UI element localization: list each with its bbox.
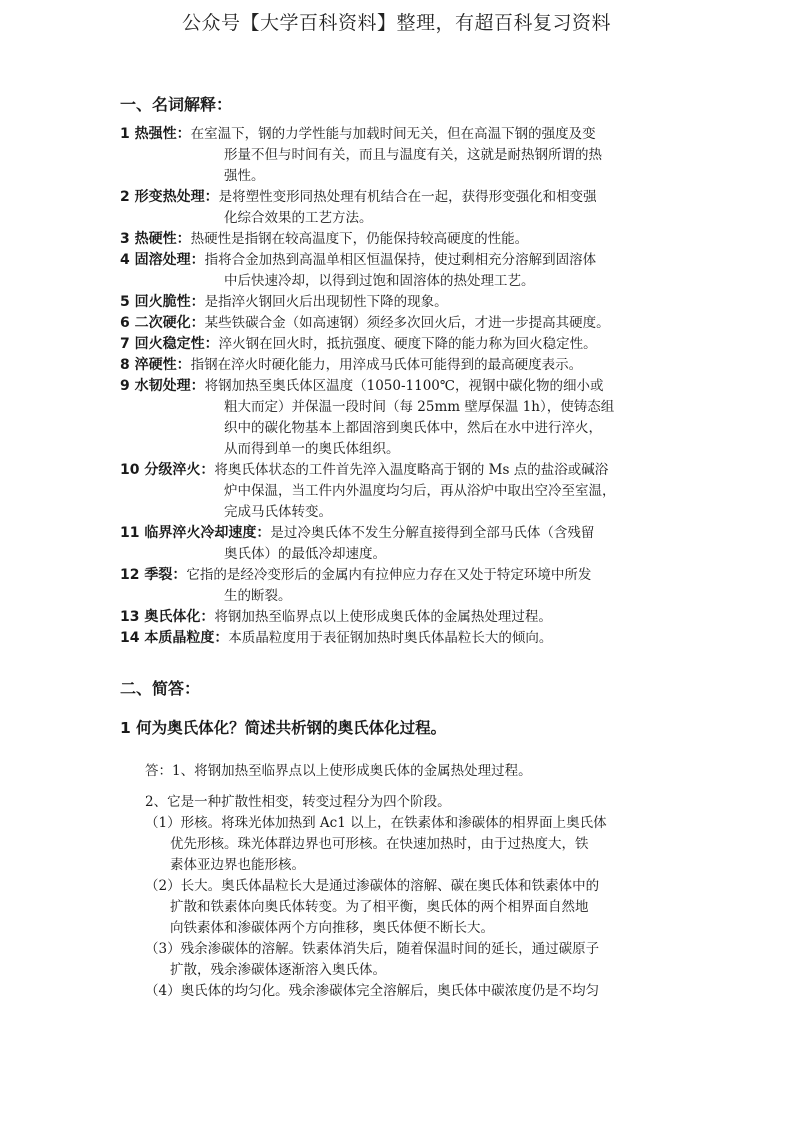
definition-item [120,334,680,355]
definition-item [120,313,680,334]
definition-text: 是指淬火钢回火后出现韧性下降的现象。 [204,294,448,310]
definition-text: 形量不但与时间有关，而且与温度有关，这就是耐热钢所谓的热 [224,147,602,163]
definition-item [120,292,680,313]
definition-text: 淬火钢在回火时，抵抗强度、硬度下降的能力称为回火稳定性。 [218,336,597,352]
question-title: 1 何为奥氏体化？简述共析钢的奥氏体化过程。 [120,719,447,737]
definition-term: 1 热强性： [120,126,191,142]
definition-text: 将钢加热至奥氏体区温度（1050-1100℃，视钢中碳化物的细小或 [204,378,604,394]
definition-text: 热硬性是指钢在较高温度下，仍能保持较高硬度的性能。 [190,231,529,247]
definition-text: 生的断裂。 [224,588,292,604]
definition-text: 指钢在淬火时硬化能力，用淬成马氏体可能得到的最高硬度表示。 [190,357,583,373]
definition-text: 将奥氏体状态的工件首先淬入温度略高于钢的 Ms 点的盐浴或碱浴 [214,462,609,478]
definition-text: 奥氏体）的最低冷却速度。 [224,546,386,562]
definition-term: 5 回火脆性： [120,294,205,310]
definition-text: 是过冷奥氏体不发生分解直接得到全部马氏体（含残留 [270,525,595,541]
definition-item [120,229,680,250]
definition-term: 10 分级淬火： [120,462,215,478]
answer-line: 优先形核。珠光体群边界也可形核。在快速加热时，由于过热度大，铁 [170,836,589,852]
answer-line: 素体亚边界也能形核。 [170,857,305,873]
definition-text: 织中的碳化物基本上都固溶到奥氏体中，然后在水中进行淬火， [224,420,602,436]
definition-text: 强性。 [224,168,265,184]
definition-term: 9 水韧处理： [120,378,205,394]
answer-line: （3）残余渗碳体的溶解。铁素体消失后，随着保温时间的延长，通过碳原子 [145,941,600,957]
definition-item [120,355,680,376]
answer-line: 扩散，残余渗碳体逐渐溶入奥氏体。 [170,962,386,978]
definition-text: 指将合金加热到高温单相区恒温保持，使过剩相充分溶解到固溶体 [204,252,597,268]
definition-term: 14 本质晶粒度： [120,630,229,646]
section-title-short-answer: 二、简答： [120,679,201,698]
definition-term: 4 固溶处理： [120,252,205,268]
definition-text: 在室温下，钢的力学性能与加载时间无关，但在高温下钢的强度及变 [190,126,596,142]
definition-text: 是将塑性变形同热处理有机结合在一起，获得形变强化和相变强 [218,189,597,205]
definition-term: 8 淬硬性： [120,357,191,373]
definition-text: 将钢加热至临界点以上使形成奥氏体的金属热处理过程。 [214,609,552,625]
definition-item [120,460,680,523]
definition-text: 本质晶粒度用于表征钢加热时奥氏体晶粒长大的倾向。 [228,630,553,646]
definition-term: 12 季裂： [120,567,187,583]
section-title-definitions: 一、名词解释： [120,95,233,114]
definition-text: 粗大而定）并保温一段时间（每 25mm 壁厚保温 1h），使铸态组 [224,399,615,415]
definition-item [120,607,680,628]
definition-text: 它指的是经冷变形后的金属内有拉伸应力存在又处于特定环境中所发 [186,567,592,583]
definition-item [120,628,680,649]
definition-text: 从而得到单一的奥氏体组织。 [224,441,400,457]
answer-line: （2）长大。奥氏体晶粒长大是通过渗碳体的溶解、碳在奥氏体和铁素体中的 [145,878,600,894]
answer-line: （1）形核。将珠光体加热到 Ac1 以上，在铁素体和渗碳体的相界面上奥氏体 [145,815,607,831]
definition-item [120,523,680,565]
definition-text: 某些铁碳合金（如高速钢）须经多次回火后，才进一步提高其硬度。 [204,315,610,331]
answer-line: 2、它是一种扩散性相变，转变过程分为四个阶段。 [145,794,451,810]
definition-term: 2 形变热处理： [120,189,219,205]
definition-text: 中后快速冷却，以得到过饱和固溶体的热处理工艺。 [224,273,535,289]
definition-term: 3 热硬性： [120,231,191,247]
definition-text: 炉中保温，当工件内外温度均匀后，再从浴炉中取出空冷至室温， [224,483,616,499]
definition-item [120,250,680,292]
definition-term: 13 奥氏体化： [120,609,215,625]
definition-item [120,124,680,187]
definition-term: 6 二次硬化： [120,315,205,331]
answer-line: 扩散和铁素体向奥氏体转变。为了相平衡，奥氏体的两个相界面自然地 [170,899,589,915]
definition-text: 完成马氏体转变。 [224,504,332,520]
definition-term: 7 回火稳定性： [120,336,219,352]
definition-item [120,565,680,607]
definition-term: 11 临界淬火冷却速度： [120,525,271,541]
answer-line: （4）奥氏体的均匀化。残余渗碳体完全溶解后，奥氏体中碳浓度仍是不均匀 [145,983,600,999]
answer-line: 答：1、将钢加热至临界点以上使形成奥氏体的金属热处理过程。 [145,763,532,779]
answer-line: 向铁素体和渗碳体两个方向推移，奥氏体便不断长大。 [170,920,494,936]
definition-item [120,187,680,229]
definition-item [120,376,680,460]
page-header: 公众号【大学百科资料】整理，有超百科复习资料 [181,12,611,34]
definition-text: 化综合效果的工艺方法。 [224,210,373,226]
